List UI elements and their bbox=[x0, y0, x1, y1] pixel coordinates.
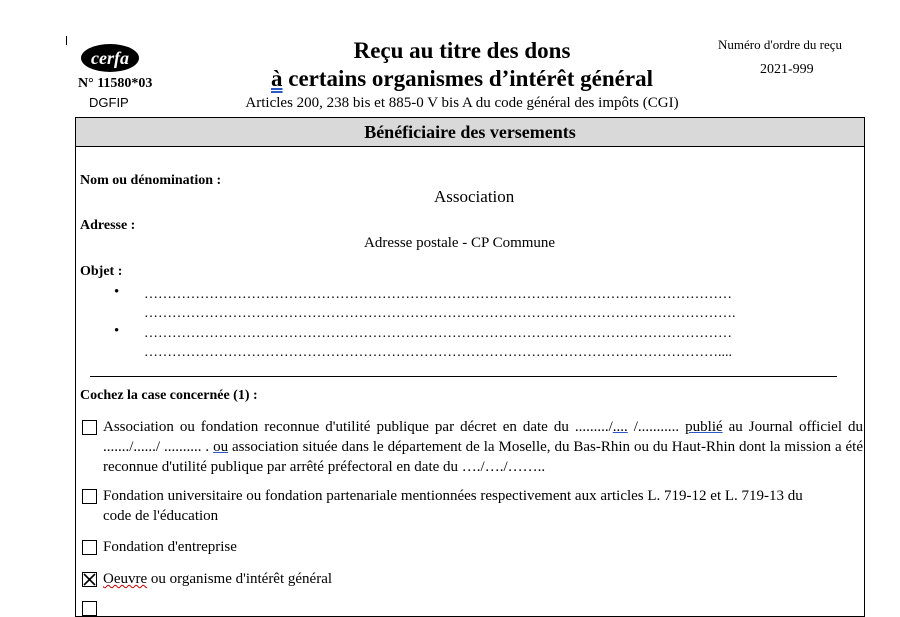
page-subtitle: à certains organismes d’intérêt général bbox=[271, 66, 653, 91]
address-label: Adresse : bbox=[80, 218, 136, 233]
page-title: Reçu au titre des dons bbox=[353, 38, 571, 63]
bullet-icon: • bbox=[114, 284, 120, 300]
checkmark-x-icon bbox=[83, 573, 96, 586]
section-header-beneficiary: Bénéficiaire des versements bbox=[76, 118, 864, 147]
checkbox-public-utility[interactable] bbox=[82, 420, 97, 435]
checkbox-university-foundation[interactable] bbox=[82, 489, 97, 504]
name-field[interactable]: Association bbox=[434, 187, 515, 206]
option-corporate-foundation-text: Fondation d'entreprise bbox=[103, 539, 237, 555]
bullet-icon: • bbox=[114, 323, 120, 339]
checkbox-next-option[interactable] bbox=[82, 601, 97, 616]
order-number-label: Numéro d'ordre du reçu bbox=[718, 37, 842, 52]
legal-articles: Articles 200, 238 bis et 885-0 V bis A du code général des impôts (CGI) bbox=[245, 95, 679, 111]
checkbox-general-interest[interactable] bbox=[82, 572, 97, 587]
cerfa-number: N° 11580*03 bbox=[78, 76, 153, 91]
options-label: Cochez la case concernée (1) : bbox=[80, 388, 258, 403]
svg-text:cerfa: cerfa bbox=[91, 48, 129, 68]
name-label: Nom ou dénomination : bbox=[80, 173, 222, 188]
issuer-label: DGFIP bbox=[89, 95, 129, 110]
object-line-2[interactable]: ………………………………………………………………………………………………………………. bbox=[144, 306, 736, 321]
object-line-4[interactable]: …………………………………………………………………………………………………………….... bbox=[144, 345, 732, 360]
option-general-interest-text: Oeuvre ou organisme d'intérêt général bbox=[103, 571, 333, 587]
order-number-value[interactable]: 2021-999 bbox=[760, 62, 814, 77]
option-public-utility-text: Association ou fondation reconnue d'utilité publique par décret en date du ........./.... /........... publié au Journal officiel du ......./....../ .......... . ou association située dans le département de la Moselle, du Bas-Rhin ou du Haut-Rhin dont la mission a été reconnue d'utilité publique par arrêté préfectoral en date du …./…./…….. bbox=[103, 419, 864, 475]
object-label: Objet : bbox=[80, 264, 123, 279]
checkbox-corporate-foundation[interactable] bbox=[82, 540, 97, 555]
object-line-3[interactable]: ……………………………………………………………………………………………………………… bbox=[144, 326, 732, 341]
object-line-1[interactable]: ……………………………………………………………………………………………………………… bbox=[144, 287, 732, 302]
option-university-foundation-text: Fondation universitaire ou fondation partenariale mentionnées respectivement aux articles L. 719-12 et L. 719-13 du code de l'éducation bbox=[103, 488, 803, 524]
separator-line bbox=[90, 376, 837, 377]
address-field[interactable]: Adresse postale - CP Commune bbox=[364, 235, 556, 251]
